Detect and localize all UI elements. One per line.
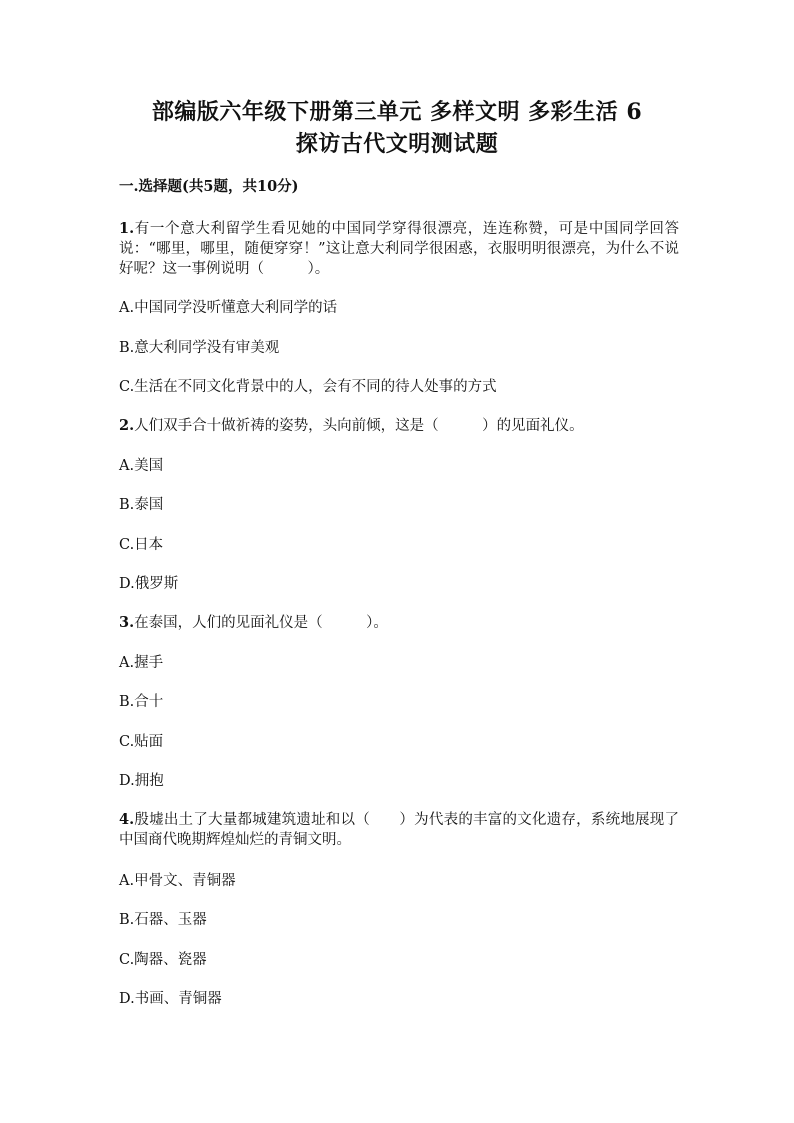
question-4-option-c[interactable]: C.陶器、瓷器: [119, 952, 207, 968]
question-number: 2.: [119, 417, 135, 434]
question-2-option-a[interactable]: A.美国: [119, 458, 164, 474]
question-number: 4.: [119, 811, 135, 828]
question-1-option-c[interactable]: C.生活在不同文化背景中的人，会有不同的待人处事的方式: [119, 379, 497, 395]
title-line-2: 探访古代文明测试题: [295, 131, 499, 157]
question-text: 有一个意大利留学生看见她的中国同学穿得很漂亮，连连称赞，可是中国同学回答说：“哪里，哪里，随便穿穿！”这让意大利同学很困惑，衣服明明很漂亮，为什么不说好呢？这一事例说明（ ）。: [119, 221, 679, 277]
question-3-option-d[interactable]: D.拥抱: [119, 773, 164, 789]
question-text: 人们双手合十做祈祷的姿势，头向前倾，这是（ ）的见面礼仪。: [134, 418, 584, 434]
document-title: [100, 96, 694, 160]
question-1: [119, 219, 679, 279]
question-2-option-c[interactable]: C.日本: [119, 537, 164, 553]
question-4: [119, 810, 679, 850]
title-line-1: 部编版六年级下册第三单元 多样文明 多彩生活 6: [151, 99, 643, 125]
question-3-option-c[interactable]: C.贴面: [119, 734, 164, 750]
question-4-option-b[interactable]: B.石器、玉器: [119, 912, 207, 928]
question-1-option-a[interactable]: A.中国同学没听懂意大利同学的话: [119, 300, 338, 316]
question-4-option-a[interactable]: A.甲骨文、青铜器: [119, 873, 236, 889]
section-heading: 一.选择题(共5题，共10分): [119, 178, 299, 195]
question-text: 殷墟出土了大量都城建筑遗址和以（ ）为代表的丰富的文化遗存，系统地展现了中国商代晚期辉煌灿烂的青铜文明。: [119, 812, 679, 848]
question-4-option-d[interactable]: D.书画、青铜器: [119, 991, 222, 1007]
question-2: [119, 416, 679, 436]
question-2-option-d[interactable]: D.俄罗斯: [119, 576, 179, 592]
question-2-option-b[interactable]: B.泰国: [119, 497, 164, 513]
question-3-option-b[interactable]: B.合十: [119, 694, 164, 710]
question-text: 在泰国，人们的见面礼仪是（ ）。: [134, 615, 388, 631]
question-3-option-a[interactable]: A.握手: [119, 655, 164, 671]
question-3: [119, 613, 679, 633]
question-number: 1.: [119, 220, 135, 237]
question-number: 3.: [119, 614, 135, 631]
question-1-option-b[interactable]: B.意大利同学没有审美观: [119, 340, 280, 356]
